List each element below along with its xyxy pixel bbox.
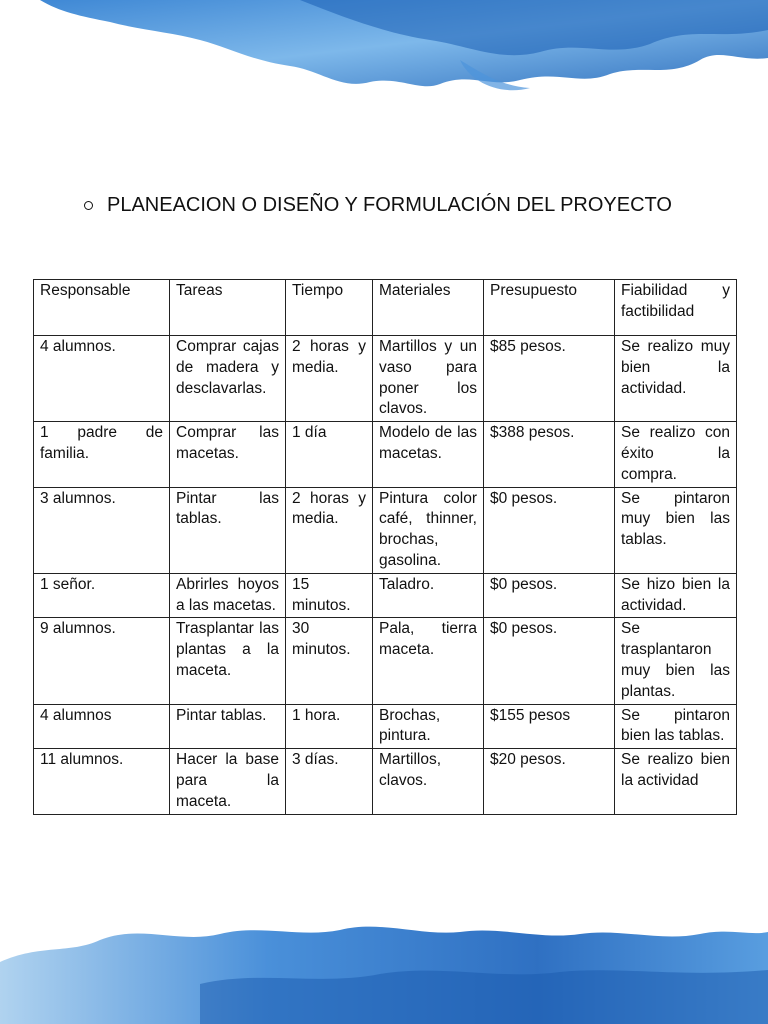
table-cell: 9 alumnos. [34,618,170,704]
table-cell: Modelo de las macetas. [373,422,484,487]
table-cell: 2 horas y media. [286,336,373,422]
table-cell: 30 minutos. [286,618,373,704]
table-cell: Martillos y un vaso para poner los clavos. [373,336,484,422]
table-cell: Brochas, pintura. [373,704,484,749]
table-cell: 1 hora. [286,704,373,749]
header-cell: Tiempo [286,280,373,336]
table-cell: Taladro. [373,573,484,618]
table-cell: Trasplantar las plantas a la maceta. [170,618,286,704]
table-cell: Se trasplantaron muy bien las plantas. [615,618,737,704]
table-cell: $20 pesos. [484,749,615,814]
bullet-icon [84,201,93,210]
table-row [34,749,737,814]
table-cell: Se pintaron muy bien las tablas. [615,487,737,573]
table-cell: Pintar las tablas. [170,487,286,573]
header-cell: Materiales [373,280,484,336]
table-cell: $155 pesos [484,704,615,749]
table-cell: Se realizo muy bien la actividad. [615,336,737,422]
heading-text: PLANEACION O DISEÑO Y FORMULACIÓN DEL PROYECTO [107,194,672,216]
table-row [34,336,737,422]
table-cell: $388 pesos. [484,422,615,487]
table-cell: 15 minutos. [286,573,373,618]
header-cell: Fiabilidad y factibilidad [615,280,737,336]
table-cell: Abrirles hoyos a las macetas. [170,573,286,618]
watercolor-bottom-decoration [0,914,768,1024]
project-plan-table [33,279,737,815]
table-cell: Martillos, clavos. [373,749,484,814]
table-header-row [34,280,737,336]
table-cell: Se hizo bien la actividad. [615,573,737,618]
table-cell: 3 días. [286,749,373,814]
table-cell: Comprar las macetas. [170,422,286,487]
table-cell: Pintura color café, thinner, brochas, gasolina. [373,487,484,573]
table-cell: Se realizo con éxito la compra. [615,422,737,487]
table-cell: 1 día [286,422,373,487]
table-cell: Pintar tablas. [170,704,286,749]
table-row [34,618,737,704]
header-cell: Presupuesto [484,280,615,336]
watercolor-top-decoration [0,0,768,100]
table-cell: 4 alumnos [34,704,170,749]
table-cell: $0 pesos. [484,487,615,573]
table-row [34,487,737,573]
table-cell: 4 alumnos. [34,336,170,422]
table-row [34,704,737,749]
table-cell: 11 alumnos. [34,749,170,814]
table-cell: 1 padre de familia. [34,422,170,487]
table-cell: Se pintaron bien las tablas. [615,704,737,749]
table-cell: 3 alumnos. [34,487,170,573]
section-heading [84,191,672,219]
table-cell: $85 pesos. [484,336,615,422]
table-cell: Pala, tierra maceta. [373,618,484,704]
table-row [34,573,737,618]
table-row [34,422,737,487]
table-cell: Se realizo bien la actividad [615,749,737,814]
table-cell: 2 horas y media. [286,487,373,573]
table-cell: Hacer la base para la maceta. [170,749,286,814]
table-cell: Comprar cajas de madera y desclavarlas. [170,336,286,422]
table-cell: $0 pesos. [484,618,615,704]
header-cell: Responsable [34,280,170,336]
table-cell: $0 pesos. [484,573,615,618]
table-cell: 1 señor. [34,573,170,618]
header-cell: Tareas [170,280,286,336]
